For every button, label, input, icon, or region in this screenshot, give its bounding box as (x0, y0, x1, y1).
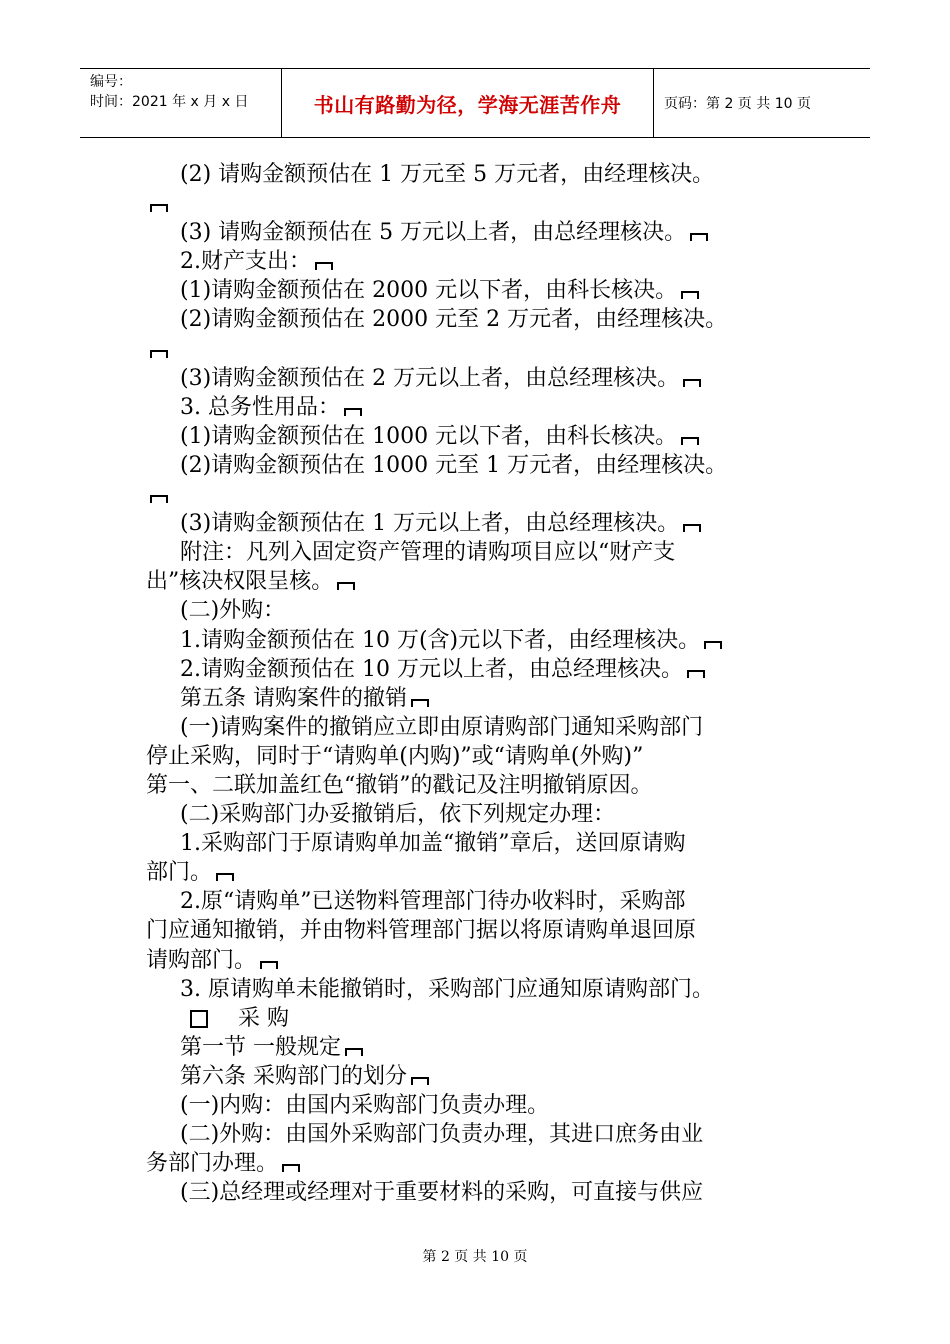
line-text: 采 购 (238, 1005, 289, 1031)
line-text: 3. 原请购单未能撤销时，采购部门应通知原请购部门。 (180, 976, 714, 1002)
line-text: 第五条 请购案件的撤销 (180, 685, 407, 711)
paragraph-mark-icon (260, 961, 278, 969)
text-line (146, 160, 812, 189)
line-text: (1)请购金额预估在 2000 元以下者，由科长核决。 (180, 278, 678, 304)
text-line (146, 1178, 812, 1207)
line-text: (3)请购金额预估在 1 万元以上者，由总经理核决。 (180, 511, 680, 537)
line-text: 附注：凡列入固定资产管理的请购项目应以“财产支 (180, 540, 676, 566)
text-line (146, 771, 812, 800)
text-line (146, 509, 812, 538)
line-text: (1)请购金额预估在 1000 元以下者，由科长核决。 (180, 423, 678, 449)
paragraph-mark-icon (216, 873, 234, 881)
line-text: 1.采购部门于原请购单加盖“撤销”章后，送回原请购 (180, 831, 686, 857)
text-line (146, 538, 812, 567)
line-text: (一)请购案件的撤销应立即由原请购部门通知采购部门 (180, 714, 704, 740)
text-line (146, 829, 812, 858)
line-text: (二)采购部门办妥撤销后，依下列规定办理： (180, 802, 616, 828)
text-line (146, 422, 812, 451)
line-text: 2.财产支出： (180, 249, 311, 275)
text-line (146, 305, 812, 334)
paragraph-mark-icon (683, 379, 701, 387)
line-text: (2) 请购金额预估在 1 万元至 5 万元者，由经理核决。 (180, 162, 715, 187)
text-line (146, 887, 812, 916)
text-line (146, 335, 812, 364)
line-text: 请购部门。 (146, 947, 257, 973)
line-text: 出”核决权限呈核。 (146, 569, 334, 595)
text-line (146, 1149, 812, 1178)
paragraph-mark-icon (315, 262, 333, 270)
line-text: (二)外购： (180, 598, 286, 624)
paragraph-mark-icon (150, 204, 168, 212)
line-text: 3. 总务性用品： (180, 394, 340, 420)
paragraph-mark-icon (683, 524, 701, 532)
text-line (146, 480, 812, 509)
text-line (146, 713, 812, 742)
text-line (146, 393, 812, 422)
line-text: (三)总经理或经理对于重要材料的采购，可直接与供应 (180, 1180, 704, 1206)
line-text: 务部门办理。 (146, 1151, 279, 1177)
doc-time-label: 时间：2021 年 x 月 x 日 (90, 94, 249, 110)
text-line (146, 800, 812, 829)
paragraph-mark-icon (687, 670, 705, 678)
paragraph-mark-icon (690, 233, 708, 241)
line-text: (一)内购：由国内采购部门负责办理。 (180, 1093, 550, 1118)
text-line (146, 742, 812, 771)
header-page-info: 页码：第 2 页 共 10 页 (664, 96, 811, 112)
paragraph-mark-icon (150, 495, 168, 503)
paragraph-mark-icon (150, 350, 168, 358)
line-text: 停止采购，同时于“请购单(内购)”或“请购单(外购)” (146, 743, 644, 769)
paragraph-mark-icon (282, 1164, 300, 1172)
text-line (146, 276, 812, 305)
paragraph-mark-icon (337, 582, 355, 590)
line-text: 2.原“请购单”已送物料管理部门待办收料时，采购部 (180, 889, 686, 915)
text-line (146, 218, 812, 247)
text-line (146, 1120, 812, 1149)
text-line (146, 1004, 812, 1033)
line-text: 部门。 (146, 860, 213, 886)
page-footer: 第 2 页 共 10 页 (422, 1249, 528, 1265)
text-line (146, 189, 812, 218)
text-line (146, 655, 812, 684)
document-body (146, 160, 812, 1207)
text-line (146, 596, 812, 625)
page-header (80, 68, 870, 138)
line-text: (二)外购：由国外采购部门负责办理，其进口庶务由业 (180, 1122, 704, 1148)
text-line (146, 626, 812, 655)
text-line (146, 1033, 812, 1062)
line-text: (2)请购金额预估在 2000 元至 2 万元者，由经理核决。 (180, 307, 728, 333)
paragraph-mark-icon (704, 641, 722, 649)
header-motto: 书山有路勤为径，学海无涯苦作舟 (282, 69, 654, 137)
line-text: 2.请购金额预估在 10 万元以上者，由总经理核决。 (180, 656, 683, 682)
line-text: 第六条 采购部门的划分 (180, 1063, 407, 1089)
text-line (146, 946, 812, 975)
checkbox-glyph-icon (190, 1010, 208, 1028)
paragraph-mark-icon (411, 1077, 429, 1085)
paragraph-mark-icon (681, 291, 699, 299)
line-text: 1.请购金额预估在 10 万(含)元以下者，由经理核决。 (180, 627, 701, 653)
line-text: (3) 请购金额预估在 5 万元以上者，由总经理核决。 (180, 220, 687, 246)
line-text: (3)请购金额预估在 2 万元以上者，由总经理核决。 (180, 365, 680, 391)
text-line (146, 1091, 812, 1120)
line-text: (2)请购金额预估在 1000 元至 1 万元者，由经理核决。 (180, 452, 728, 478)
paragraph-mark-icon (344, 408, 362, 416)
line-text: 第一节 一般规定 (180, 1034, 341, 1060)
text-line (146, 975, 812, 1004)
text-line (146, 451, 812, 480)
header-meta (80, 69, 282, 137)
text-line (146, 916, 812, 945)
line-text: 第一、二联加盖红色“撤销”的戳记及注明撤销原因。 (146, 772, 653, 798)
text-line (146, 1062, 812, 1091)
paragraph-mark-icon (411, 699, 429, 707)
text-line (146, 364, 812, 393)
text-line (146, 858, 812, 887)
text-line (146, 247, 812, 276)
doc-code-label: 编号： (90, 74, 132, 90)
paragraph-mark-icon (345, 1048, 363, 1056)
line-text: 门应通知撤销，并由物料管理部门据以将原请购单退回原 (146, 918, 697, 944)
text-line (146, 684, 812, 713)
text-line (146, 567, 812, 596)
paragraph-mark-icon (681, 437, 699, 445)
